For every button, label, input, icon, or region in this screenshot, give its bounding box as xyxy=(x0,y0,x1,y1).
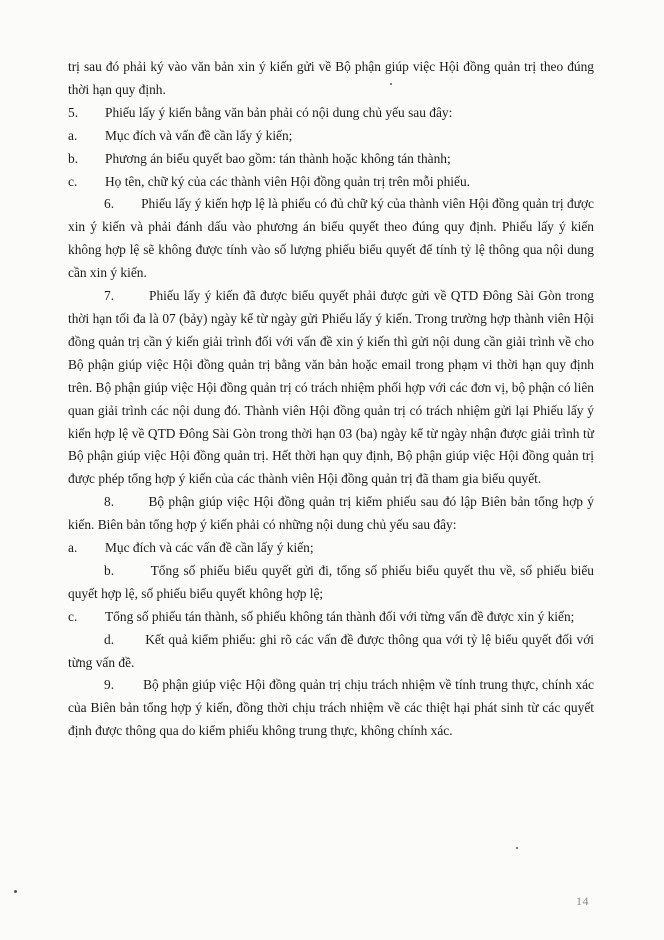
scan-speck xyxy=(516,847,518,849)
clause-marker: 8. xyxy=(104,494,115,510)
clause-text: Mục đích và vấn đề cần lấy ý kiến; xyxy=(105,127,293,143)
clause-text: Tổng số phiếu tán thành, số phiếu không tán thành đối với từng vấn đề được xin ý kiến; xyxy=(105,608,575,624)
clause-marker: c. xyxy=(68,608,78,624)
scan-speck xyxy=(390,83,392,85)
clause-marker: b. xyxy=(104,562,115,578)
clause-marker: 6. xyxy=(104,196,115,212)
clause-8 xyxy=(68,491,594,537)
clause-5c xyxy=(68,171,594,194)
clause-5a xyxy=(68,125,594,148)
clause-text: Tổng số phiếu biểu quyết gửi đi, tổng số phiếu biểu quyết thu về, số phiếu biểu quyết hợp lệ, số phiếu biểu quyết không hợp lệ; xyxy=(68,562,594,601)
clause-text: Mục đích và các vấn đề cần lấy ý kiến; xyxy=(105,540,314,556)
paragraph-continuation: trị sau đó phải ký vào văn bản xin ý kiến gửi về Bộ phận giúp việc Hội đồng quản trị theo đúng thời hạn quy định. xyxy=(68,59,594,97)
clause-8a xyxy=(68,537,594,560)
clause-text: Phiếu lấy ý kiến đã được biểu quyết phải được gửi về QTD Đông Sài Gòn trong thời hạn tối đa là 07 (bảy) ngày kể từ ngày gửi Phiếu lấy ý kiến. Trong trường hợp thành viên Hội đồng quản trị cần ý kiến giải trình đối với vấn đề xin ý kiến thì gửi nội dung cần giải trình về cho Bộ phận giúp việc Hội đồng quản trị bằng văn bản hoặc email trong phạm vi thời hạn quy định trên. Bộ phận giúp việc Hội đồng quản trị có trách nhiệm phối hợp với các đơn vị, bộ phận có liên quan giải trình các nội dung đó. Thành viên Hội đồng quản trị có trách nhiệm gửi lại Phiếu lấy ý kiến hợp lệ về QTD Đông Sài Gòn trong thời hạn 03 (ba) ngày kể từ ngày nhận được giải trình từ Bộ phận giúp việc Hội đồng quản trị. Hết thời hạn quy định, Bộ phận giúp việc Hội đồng quản trị được phép tổng hợp ý kiến của các thành viên Hội đồng quản trị đã tham gia biểu quyết. xyxy=(68,288,594,487)
clause-text: Phương án biểu quyết bao gồm: tán thành hoặc không tán thành; xyxy=(105,150,451,166)
clause-marker: 9. xyxy=(104,677,115,693)
clause-marker: a. xyxy=(68,540,78,556)
clause-7 xyxy=(68,285,594,491)
page-number: 14 xyxy=(576,894,589,908)
clause-9 xyxy=(68,674,594,743)
clause-marker: b. xyxy=(68,150,79,166)
clause-text: Bộ phận giúp việc Hội đồng quản trị kiểm phiếu sau đó lập Biên bản tổng hợp ý kiến. Biên bản tổng hợp ý kiến phải có những nội dung chủ yếu sau đây: xyxy=(68,494,594,533)
clause-text: Phiếu lấy ý kiến bằng văn bản phải có nội dung chủ yếu sau đây: xyxy=(105,104,453,120)
clause-text: Họ tên, chữ ký của các thành viên Hội đồng quản trị trên mỗi phiếu. xyxy=(105,173,470,189)
clause-text: Bộ phận giúp việc Hội đồng quản trị chịu trách nhiệm về tính trung thực, chính xác của Biên bản tổng hợp ý kiến, đồng thời chịu trách nhiệm về các thiệt hại phát sinh từ các quyết định được thông qua do kiểm phiếu không trung thực, không chính xác. xyxy=(68,677,594,739)
document-body xyxy=(68,56,594,743)
clause-marker: 5. xyxy=(68,104,79,120)
clause-text: Phiếu lấy ý kiến hợp lệ là phiếu có đủ chữ ký của thành viên Hội đồng quản trị được xin ý kiến và phải đánh dấu vào phương án biểu quyết theo đúng quy định. Phiếu lấy ý kiến không hợp lệ sẽ không được tính vào số lượng phiếu biểu quyết để tính tỷ lệ thông qua nội dung cần xin ý kiến. xyxy=(68,196,594,281)
clause-6 xyxy=(68,193,594,285)
clause-text: Kết quả kiểm phiếu: ghi rõ các vấn đề được thông qua với tỷ lệ biểu quyết đối với từng vấn đề. xyxy=(68,631,595,670)
clause-8b xyxy=(68,560,594,606)
clause-marker: c. xyxy=(68,173,78,189)
clause-marker: d. xyxy=(104,631,115,647)
clause-5b xyxy=(68,148,594,171)
scan-speck xyxy=(14,890,17,893)
clause-8c xyxy=(68,606,594,629)
clause-8d xyxy=(68,629,594,675)
clause-5 xyxy=(68,102,594,125)
clause-marker: 7. xyxy=(104,288,115,304)
clause-marker: a. xyxy=(68,127,78,143)
